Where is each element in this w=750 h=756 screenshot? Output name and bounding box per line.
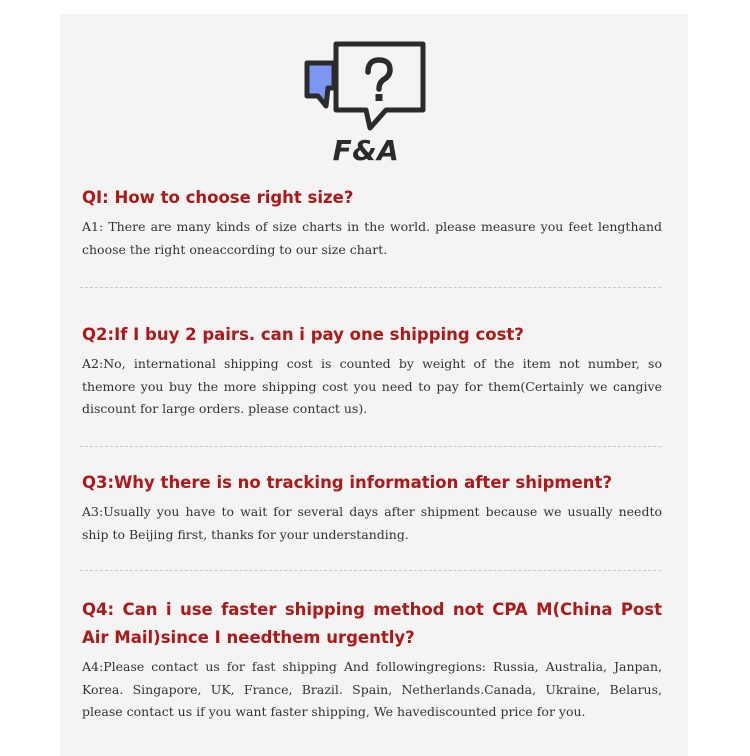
question-3: Q3:Why there is no tracking information after shipment? bbox=[82, 473, 613, 492]
divider bbox=[80, 570, 661, 571]
answer-1: A1: There are many kinds of size charts in the world. please measure you feet lengthand choose the right oneaccording to our size chart. bbox=[82, 219, 662, 257]
divider bbox=[80, 446, 661, 447]
question-4: Q4: Can i use faster shipping method not CPA M(China Post Air Mail)since I needthem urgently? bbox=[82, 600, 662, 647]
answer-4: A4:Please contact us for fast shipping And followingregions: Russia, Australia, Janpan, Korea. Singapore, UK, France, Brazil. Spain, Netherlands.Canada, Ukraine, Belarus, please contact us if you want faster shipping, We havediscounted price for you. bbox=[82, 659, 662, 719]
faq-item-2 bbox=[82, 321, 662, 421]
faq-item-4 bbox=[82, 596, 662, 724]
faq-panel bbox=[60, 14, 688, 756]
faq-item-3 bbox=[82, 469, 662, 546]
question-2: Q2:If I buy 2 pairs. can i pay one shipping cost? bbox=[82, 325, 524, 344]
answer-2: A2:No, international shipping cost is counted by weight of the item not number, so themore you buy the more shipping cost you need to pay for them(Certainly we cangive discount for large orders. please contact us). bbox=[82, 356, 662, 416]
question-1: QI: How to choose right size? bbox=[82, 188, 354, 207]
divider bbox=[80, 287, 661, 288]
faq-logo bbox=[304, 38, 428, 166]
faq-item-1 bbox=[82, 184, 662, 261]
speech-bubbles-question-icon bbox=[304, 38, 428, 138]
logo-title: F&A bbox=[332, 134, 400, 167]
answer-3: A3:Usually you have to wait for several days after shipment because we usually needto ship to Beijing first, thanks for your understanding. bbox=[82, 504, 662, 542]
